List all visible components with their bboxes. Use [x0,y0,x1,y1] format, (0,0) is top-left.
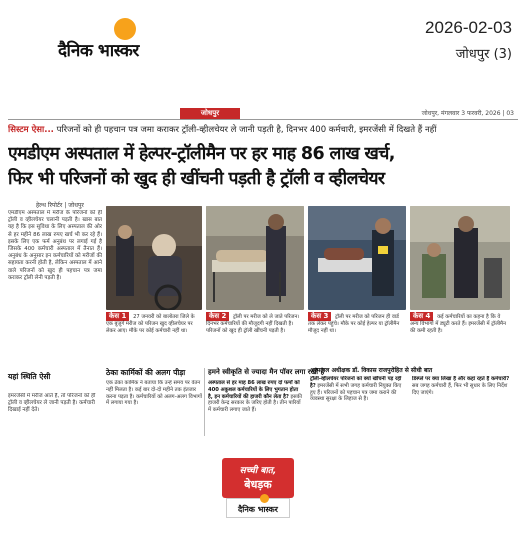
page-strip-date: जोधपुर, मंगलवार 3 फरवरी, 2026 | 03 [421,110,514,117]
photo-case-1 [106,206,202,310]
story-body-text: एमडीएम अस्पताल में मरीज के परिजनों को ही ट्रॉली व व्हीलचेयर चलानी पड़ती है। खास बात यह है कि इस सुविधा के लिए अस्पताल की ओर से हर महीने 86 लाख रुपए खर्च भी कर रहे हैं। इसके लिए एक फर्म अनुबंध पर लगाई गई है जिसके 400 कर्मचारी अस्पताल में तैनात हैं। अनुबंध के अनुसार इन कर्मचारियों को मरीजों की सहायता करनी होती है, लेकिन अस्पताल में आने वाले परिजनों को खुद ही पहचान पत्र जमा कराकर ट्रॉली लेनी पड़ती है। [8,210,102,281]
edition-date: 2026-02-03 [425,18,512,37]
page-strip [8,108,518,120]
epaper-header [0,0,526,96]
caption-case-2 [206,312,304,366]
manpower-answer: इसकी हाजरी केन्द्र सरकार के जरिए होती है। तीन पारियों में कर्मचारी लगाए जाते हैं। [208,393,302,414]
case-2-badge: केस 2 [206,312,229,321]
story-headline [8,142,520,192]
caption-case-1 [106,312,202,366]
story-left-column [8,210,102,370]
sun-icon [114,18,136,40]
section-body-superintendent [310,376,406,436]
byline: हेल्थ रिपोर्टर | जोधपुर [36,202,84,209]
superintendent-question: ट्रॉली-व्हीलचेयर परिजनों को क्यों खींचनी पड़ रही है? [310,376,402,389]
display-question: डिस्प्ले पर क्या लिखा है और कहां रहते हैं कर्मचारी? [412,376,510,382]
kicker-label: सिस्टम ऐसा... [8,125,54,135]
caption-3-text: ट्रॉली पर मरीज को परिजन ही वार्ड तक लेकर पहुंचे। मौके पर कोई हेल्पर या ट्रॉलीमैन मौजूद नहीं था। [308,314,400,334]
display-answer: सब जगह कर्मचारी हैं, फिर भी सुधार के लिए निर्देश दिए जाएंगे। [412,382,508,396]
promo-tagline-1: सच्ची बात, [239,466,277,476]
caption-case-4 [410,312,510,366]
caption-case-3 [308,312,406,366]
bedhadak-promo-badge[interactable] [222,458,294,524]
kicker-text: परिजनों को ही पहचान पत्र जमा कराकर ट्रॉली-व्हीलचेयर ले जानी पड़ती है, दिनभर 400 कर्मचारी, इमरजेंसी में दिखते हैं नहीं [56,125,437,135]
photo-case-3 [308,206,406,310]
caption-2-text: ट्रॉली पर मरीज को ले जाते परिजन। दिनभर कर्मचारियों की मौजूदगी नहीं दिखती है। परिजनों को खुद ही ट्रॉली खींचनी पड़ती है। [206,314,300,334]
manpower-question: अस्पताल से हर माह 86 लाख रुपए दो फर्मों को 400 अकुशल कर्मचारियों के लिए भुगतान होता है, इन कर्मचारियों की हाजरी कौन लेता है? [208,380,300,400]
section-title-manpower: हमने स्वीकृति से ज्यादा मैन पॉवर लगा रखी है [208,368,325,376]
photo-case-4 [410,206,510,310]
story-left-column-2: इमरजेंसी में मरीज आते हैं, तो परिजनों को ही ट्रॉली व व्हीलचेयर ले जानी पड़ती है। कर्मचारी दिखाई नहीं देते। [8,393,96,414]
photo-case-2 [206,206,304,310]
section-body-contract-workers: एक ठेका कार्मिक ने बताया कि उन्हें समय पर वेतन नहीं मिलता है। कई बार दो-दो महीने तक इंतजार करना पड़ता है। कर्मचारियों को अलग-अलग विभागों में लगाया गया है। [106,380,202,407]
section-body-display [412,376,510,436]
promo-brand: दैनिक भास्कर [238,505,278,514]
case-1-badge: केस 1 [106,312,129,321]
section-body-manpower [208,380,304,436]
case-4-badge: केस 4 [410,312,433,321]
dainik-bhaskar-logo[interactable] [58,18,178,61]
promo-tagline-2: बेधड़क [244,478,272,491]
section-title-superintendent: अस्पताल अधीक्षक डॉ. विकास राजपुरोहित से सीधी बात [310,367,433,374]
story-kicker [8,124,518,135]
caption-1-text: 27 जनवरी को बालोतरा जिले के एक बुजुर्ग मरीज को परिजन खुद व्हीलचेयर पर लेकर आए। मौके पर कोई कर्मचारी नहीं था। [106,314,195,334]
headline-line-2: फिर भी परिजनों को खुद ही खींचनी पड़ती है ट्रॉली व व्हीलचेयर [8,169,385,189]
city-tab: जोधपुर [180,108,240,119]
section-title-contract-workers: ठेका कार्मिकों की अलग पीड़ा [106,368,186,377]
story-subhead: यहां स्थिति ऐसी [8,372,51,381]
sun-icon [260,494,269,503]
case-3-badge: केस 3 [308,312,331,321]
headline-line-1: एमडीएम अस्पताल में हेल्पर-ट्रॉलीमैन पर हर माह 86 लाख खर्च, [8,144,395,164]
superintendent-answer: इमरजेंसी में सभी जगह कर्मचारी नियुक्त किए हुए हैं। परिजनों को पहचान पत्र जमा कराने की व्यवस्था सुरक्षा के लिहाज से है। [310,382,402,403]
edition-page: जोधपुर (3) [455,47,512,62]
column-divider [204,368,205,436]
logo-text: दैनिक भास्कर [58,41,139,61]
caption-4-text: कई कर्मचारियों का कहना है कि वे अन्य विभागों में ड्यूटी करते हैं। इमरजेंसी में ट्रॉलीमैन की कमी रहती है। [410,314,507,334]
